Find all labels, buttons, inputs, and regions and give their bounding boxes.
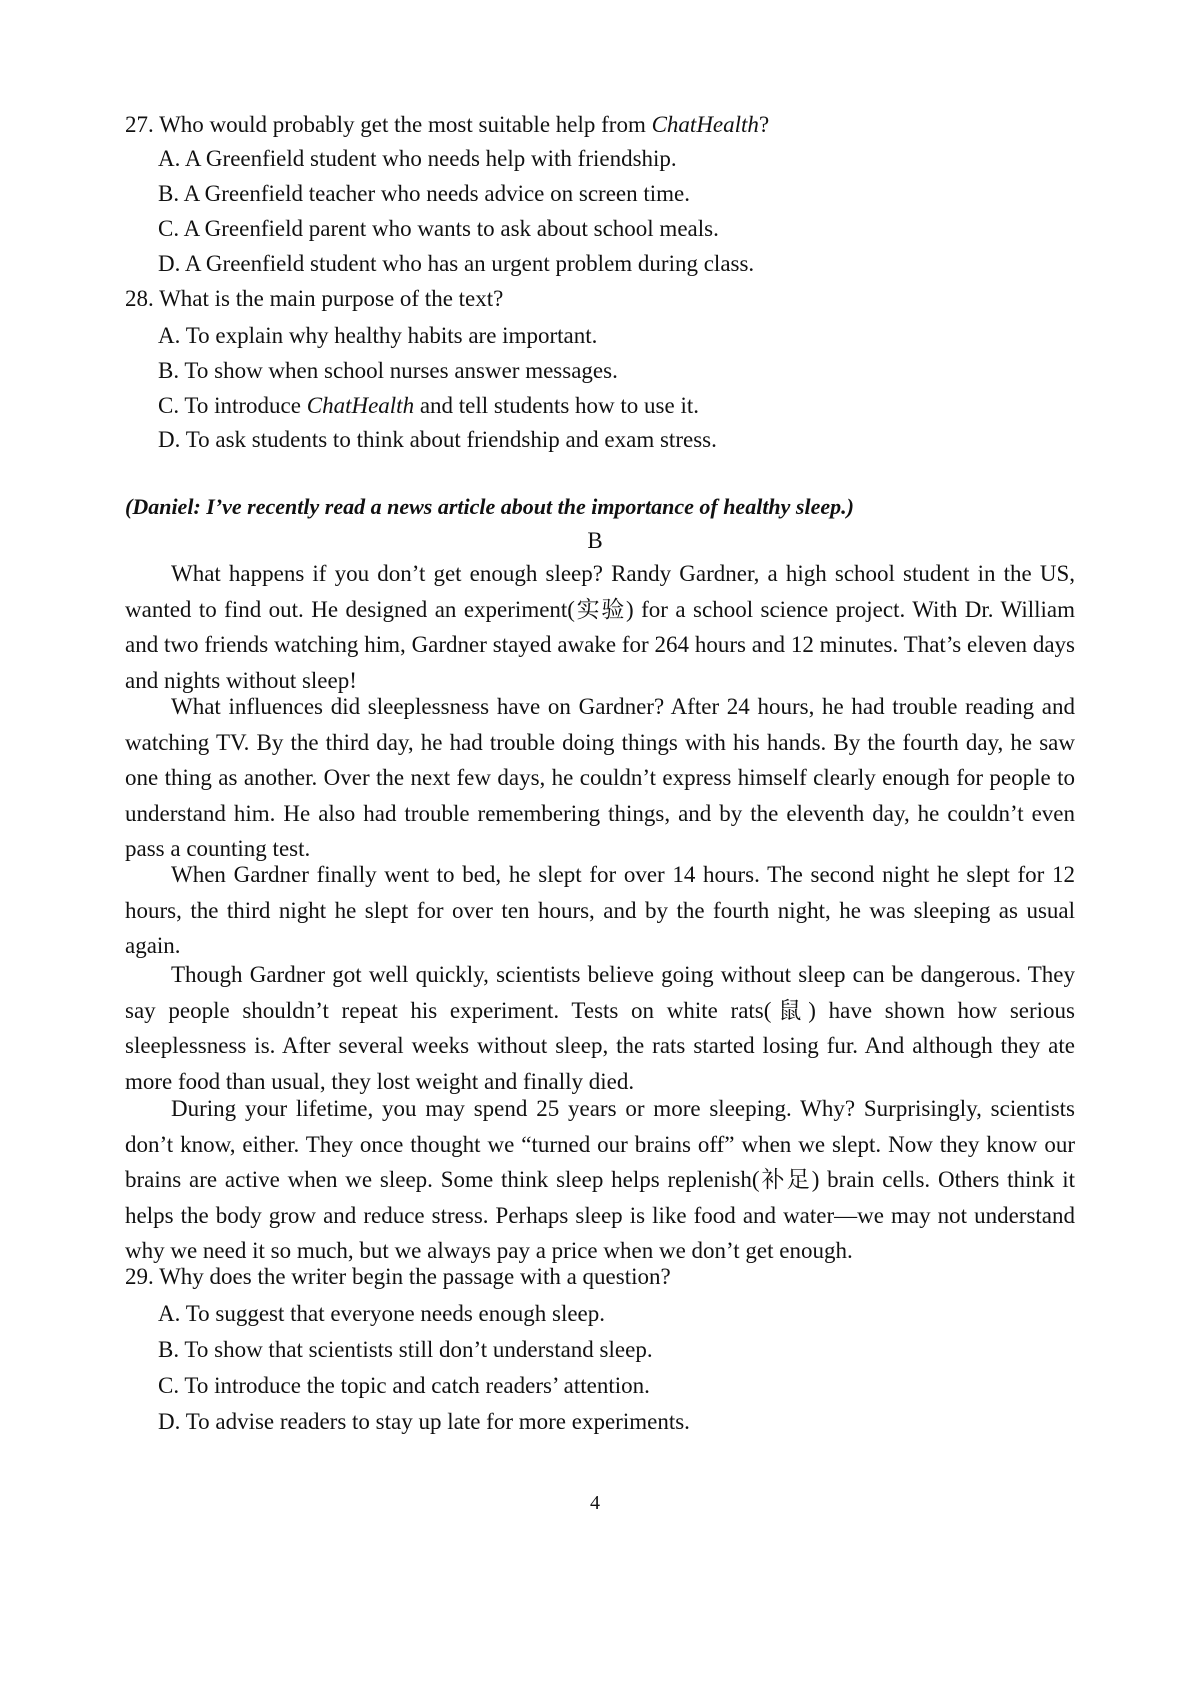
question-27-mark: ?: [758, 112, 770, 137]
question-29-option-b: B. To show that scientists still don’t understand sleep.: [158, 1337, 653, 1362]
section-intro: (Daniel: I’ve recently read a news article about the importance of healthy sleep.): [125, 494, 854, 519]
question-27-option-a: A. A Greenfield student who needs help with friendship.: [158, 146, 677, 171]
passage-paragraph: What happens if you don’t get enough sleep? Randy Gardner, a high school student in the US, wanted to find out. He designed an experiment(实验) for a school science project. With Dr. William and two friends watching him, Gardner stayed awake for 264 hours and 12 minutes. That’s eleven days and nights without sleep!: [125, 561, 1075, 693]
question-28-option-a: A. To explain why healthy habits are important.: [158, 323, 598, 348]
question-27-option-c: C. A Greenfield parent who wants to ask about school meals.: [158, 216, 719, 241]
question-28-option-d: D. To ask students to think about friendship and exam stress.: [158, 427, 717, 452]
question-28-option-b: B. To show when school nurses answer messages.: [158, 358, 618, 383]
question-28-option-c-after: and tell students how to use it.: [419, 393, 699, 418]
question-28-text: What is the main purpose of the text?: [159, 286, 504, 311]
question-27-option-b: B. A Greenfield teacher who needs advice on screen time.: [158, 181, 690, 206]
chathealth-title: ChatHealth: [651, 112, 759, 137]
question-27-number: 27.: [125, 112, 154, 137]
passage-paragraph: What influences did sleeplessness have on Gardner? After 24 hours, he had trouble reading and watching TV. By the third day, he had trouble doing things with his hands. By the fourth day, he saw one thing as another. Over the next few days, he couldn’t express himself clearly enough for people to understand him. He also had trouble remembering things, and by the eleventh day, he couldn’t even pass a counting test.: [125, 694, 1075, 862]
question-28-option-c: [158, 393, 699, 419]
question-29-option-c: C. To introduce the topic and catch readers’ attention.: [158, 1373, 650, 1398]
passage-paragraph: During your lifetime, you may spend 25 years or more sleeping. Why? Surprisingly, scientists don’t know, either. They once thought we “turned our brains off” when we slept. Now they know our brains are active when we sleep. Some think sleep helps replenish(补足) brain cells. Others think it helps the body grow and reduce stress. Perhaps sleep is like food and water—we may not understand why we need it so much, but we always pay a price when we don’t get enough.: [125, 1096, 1075, 1264]
passage-paragraph: When Gardner finally went to bed, he slept for over 14 hours. The second night he slept for 12 hours, the third night he slept for over ten hours, and by the fourth night, he was sleeping as usual again.: [125, 862, 1075, 959]
question-29-option-a: A. To suggest that everyone needs enough sleep.: [158, 1301, 605, 1326]
question-27-option-d: D. A Greenfield student who has an urgent problem during class.: [158, 251, 755, 276]
question-27-text: Who would probably get the most suitable help from: [159, 112, 646, 137]
section-title: B: [587, 528, 603, 553]
page-number: 4: [590, 1492, 600, 1514]
question-28-number: 28.: [125, 286, 154, 311]
chathealth-title: ChatHealth: [306, 393, 415, 418]
question-29-stem: 29. Why does the writer begin the passage with a question?: [125, 1264, 671, 1289]
question-27-stem: [125, 112, 769, 138]
passage-paragraph: Though Gardner got well quickly, scientists believe going without sleep can be dangerous. They say people shouldn’t repeat his experiment. Tests on white rats(鼠) have shown how serious sleeplessness is. After several weeks without sleep, the rats started losing fur. And although they ate more food than usual, they lost weight and finally died.: [125, 962, 1075, 1094]
question-28-option-c-before: C. To introduce: [158, 393, 301, 418]
question-29-option-d: D. To advise readers to stay up late for more experiments.: [158, 1409, 690, 1434]
question-28-stem: [125, 286, 503, 312]
